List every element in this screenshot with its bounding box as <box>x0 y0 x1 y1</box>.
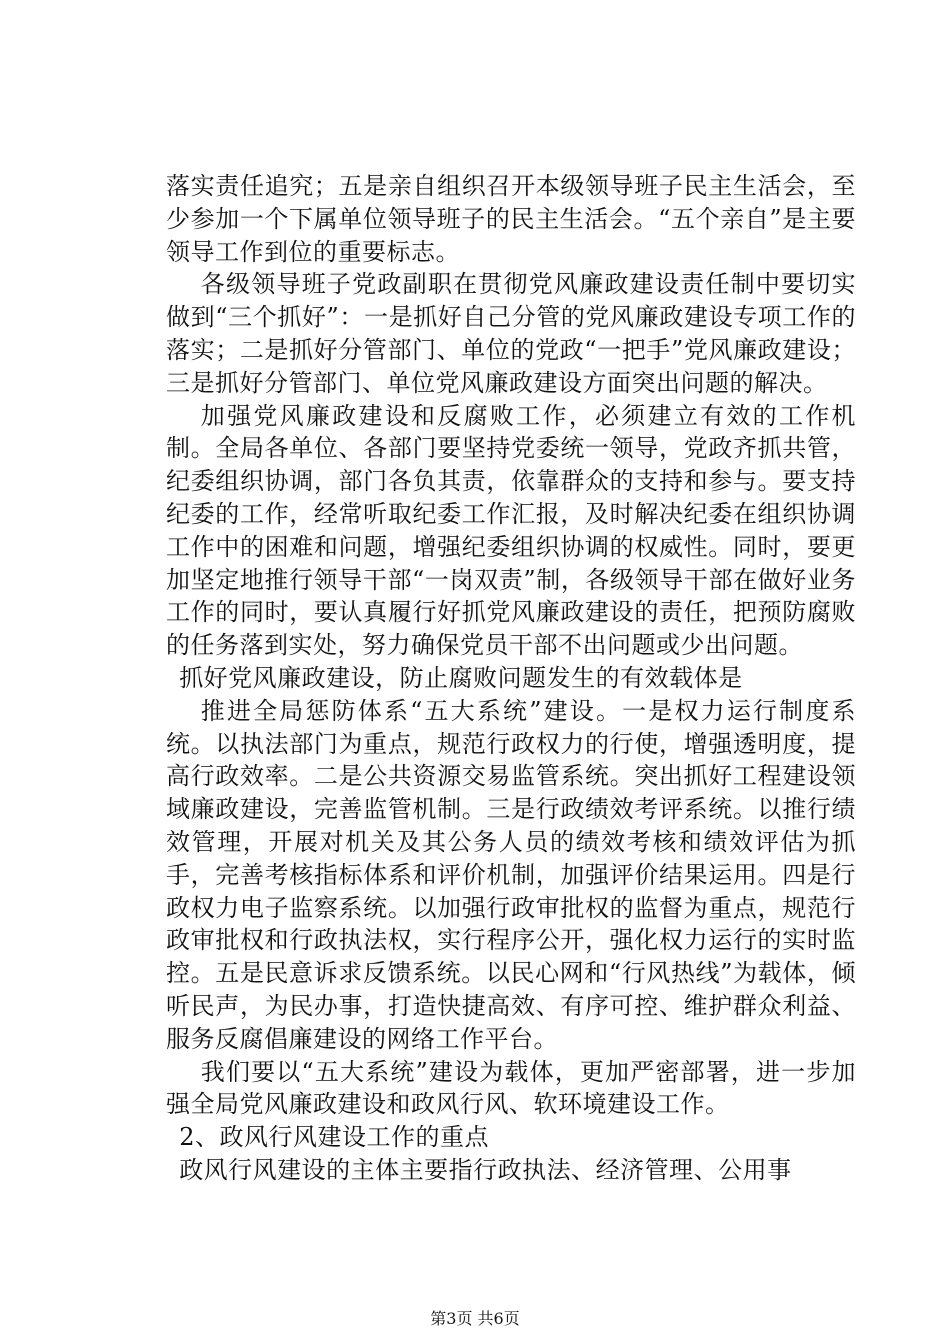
paragraph-1: 落实责任追究；五是亲自组织召开本级领导班子民主生活会，至少参加一个下属单位领导班子的民主生活会。“五个亲自”是主要领导工作到位的重要标志。 <box>166 172 856 266</box>
section-heading: 2、政风行风建设工作的重点 <box>179 1123 489 1152</box>
page-footer <box>0 1306 950 1329</box>
paragraph-3: 加强党风廉政建设和反腐败工作，必须建立有效的工作机制。全局各单位、各部门要坚持党委统一领导，党政齐抓共管，纪委组织协调，部门各负其责，依靠群众的支持和参与。要支持纪委的工作，经常听取纪委工作汇报，及时解决纪委在组织协调工作中的困难和问题，增强纪委组织协调的权威性。同时，要更加坚定地推行领导干部“一岗双责”制，各级领导干部在做好业务工作的同时，要认真履行好抓党风廉政建设的责任，把预防腐败的任务落到实处，努力确保党员干部不出问题或少出问题。 <box>166 401 856 660</box>
paragraph-5: 推进全局惩防体系“五大系统”建设。一是权力运行制度系统。以执法部门为重点，规范行政权力的行使，增强透明度，提高行政效率。二是公共资源交易监管系统。突出抓好工程建设领域廉政建设，完善监管机制。三是行政绩效考评系统。以推行绩效管理，开展对机关及其公务人员的绩效考核和绩效评估为抓手，完善考核指标体系和评价机制，加强评价结果运用。四是行政权力电子监察系统。以加强行政审批权的监督为重点，规范行政审批权和行政执法权，实行程序公开，强化权力运行的实时监控。五是民意诉求反馈系统。以民心网和“行风热线”为载体，倾听民声，为民办事，打造快捷高效、有序可控、维护群众利益、服务反腐倡廉建设的网络工作平台。 <box>166 696 856 1053</box>
paragraph-6: 我们要以“五大系统”建设为载体，更加严密部署，进一步加强全局党风廉政建设和政风行风、软环境建设工作。 <box>166 1057 856 1119</box>
paragraph-7: 政风行风建设的主体主要指行政执法、经济管理、公用事 <box>179 1155 792 1184</box>
document-body <box>166 170 856 1187</box>
paragraph-4: 抓好党风廉政建设，防止腐败问题发生的有效载体是 <box>179 663 743 692</box>
paragraph-2: 各级领导班子党政副职在贯彻党风廉政建设责任制中要切实做到“三个抓好”：一是抓好自己分管的党风廉政建设专项工作的落实；二是抓好分管部门、单位的党政“一把手”党风廉政建设；三是抓好分管部门、单位党风廉政建设方面突出问题的解决。 <box>166 270 856 397</box>
page-number: 第3页 共6页 <box>430 1309 520 1328</box>
